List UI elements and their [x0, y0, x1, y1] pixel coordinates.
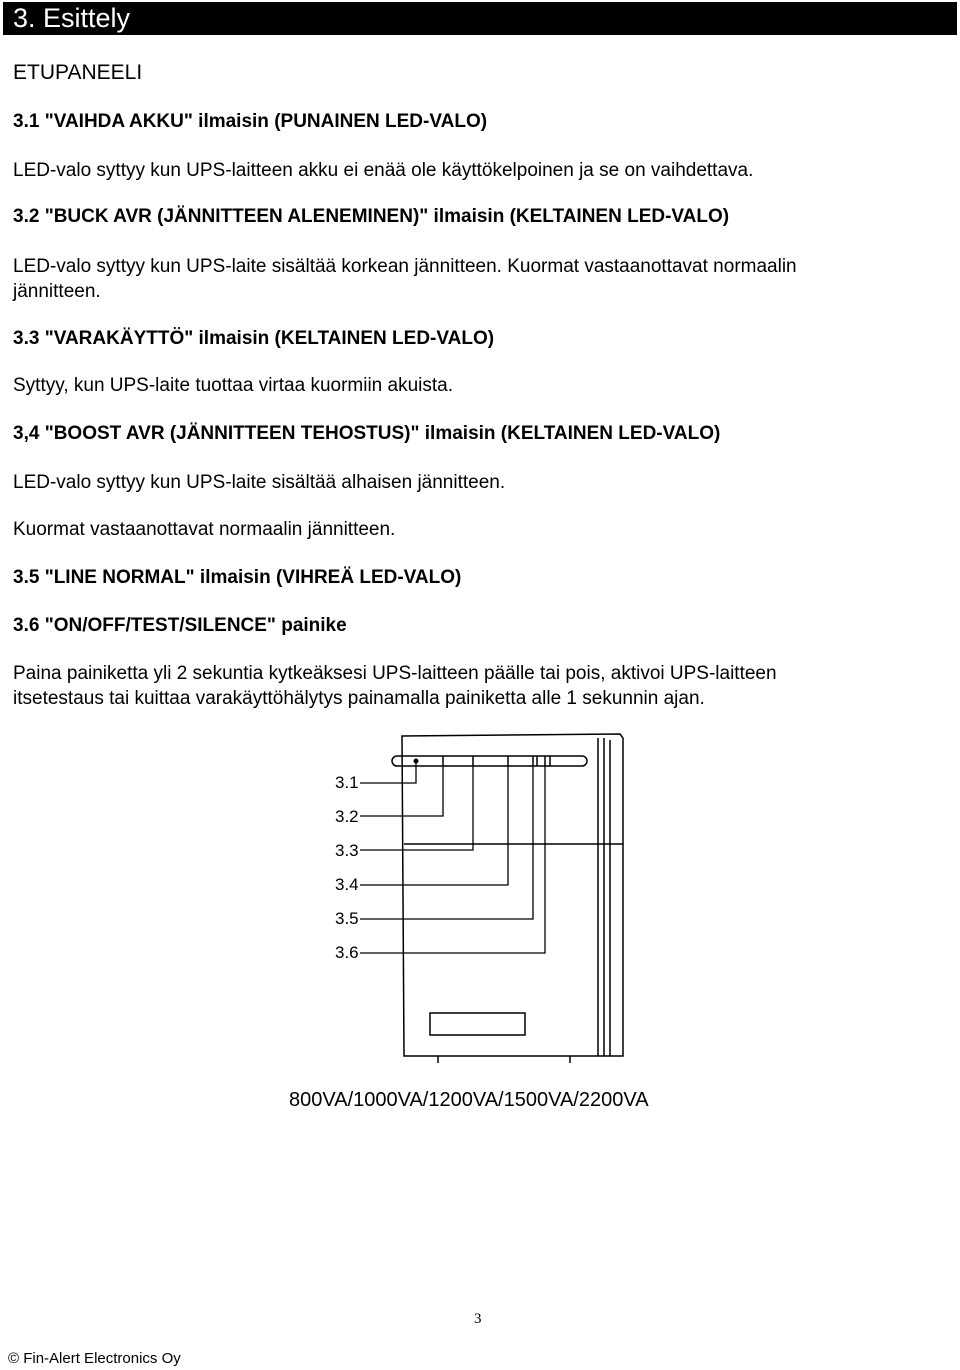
label-3-3: 3.3	[335, 841, 359, 860]
text-3-2-line2: jännitteen.	[13, 281, 101, 302]
leader-3-4	[360, 766, 508, 885]
label-3-1: 3.1	[335, 773, 359, 792]
label-3-2: 3.2	[335, 807, 359, 826]
heading-3-3: 3.3 "VARAKÄYTTÖ" ilmaisin (KELTAINEN LED-VALO)	[13, 328, 495, 349]
heading-3-1: 3.1 "VAIHDA AKKU" ilmaisin (PUNAINEN LED-VALO)	[13, 111, 488, 132]
control-strip	[392, 756, 587, 766]
text-3-3: Syttyy, kun UPS-laite tuottaa virtaa kuormiin akuista.	[13, 375, 453, 396]
footer-copyright: © Fin-Alert Electronics Oy	[8, 1350, 181, 1367]
text-3-2-line1: LED-valo syttyy kun UPS-laite sisältää korkean jännitteen. Kuormat vastaanottavat normaalin	[13, 256, 797, 277]
text-3-1: LED-valo syttyy kun UPS-laitteen akku ei enää ole käyttökelpoinen ja se on vaihdettava.	[13, 160, 754, 181]
text-3-4-line2: Kuormat vastaanottavat normaalin jännitteen.	[13, 519, 396, 540]
label-3-6: 3.6	[335, 943, 359, 962]
text-3-4-line1: LED-valo syttyy kun UPS-laite sisältää alhaisen jännitteen.	[13, 472, 506, 493]
ups-body-outline	[402, 734, 623, 1056]
heading-3-5: 3.5 "LINE NORMAL" ilmaisin (VIHREÄ LED-VALO)	[13, 567, 462, 588]
leader-3-6	[360, 766, 545, 953]
led-3-1	[414, 759, 419, 764]
section-title: ETUPANEELI	[13, 61, 143, 84]
chapter-header-bar	[3, 2, 957, 35]
text-3-6-line2: itsetestaus tai kuittaa varakäyttöhälytys painamalla painiketta alle 1 sekunnin ajan.	[13, 688, 705, 709]
figure-caption: 800VA/1000VA/1200VA/1500VA/2200VA	[289, 1089, 649, 1111]
leader-3-5	[360, 766, 533, 919]
page-number: 3	[474, 1311, 482, 1327]
heading-3-2: 3.2 "BUCK AVR (JÄNNITTEEN ALENEMINEN)" ilmaisin (KELTAINEN LED-VALO)	[13, 206, 730, 227]
chapter-title: 3. Esittely	[13, 3, 131, 33]
label-3-4: 3.4	[335, 875, 359, 894]
heading-3-6: 3.6 "ON/OFF/TEST/SILENCE" painike	[13, 615, 347, 636]
heading-3-4: 3,4 "BOOST AVR (JÄNNITTEEN TEHOSTUS)" ilmaisin (KELTAINEN LED-VALO)	[13, 423, 721, 444]
text-3-6-line1: Paina painiketta yli 2 sekuntia kytkeäksesi UPS-laitteen päälle tai pois, aktivoi UPS-laitteen	[13, 663, 777, 684]
lower-opening	[430, 1013, 525, 1035]
ups-front-panel-diagram	[320, 728, 640, 1078]
label-3-5: 3.5	[335, 909, 359, 928]
